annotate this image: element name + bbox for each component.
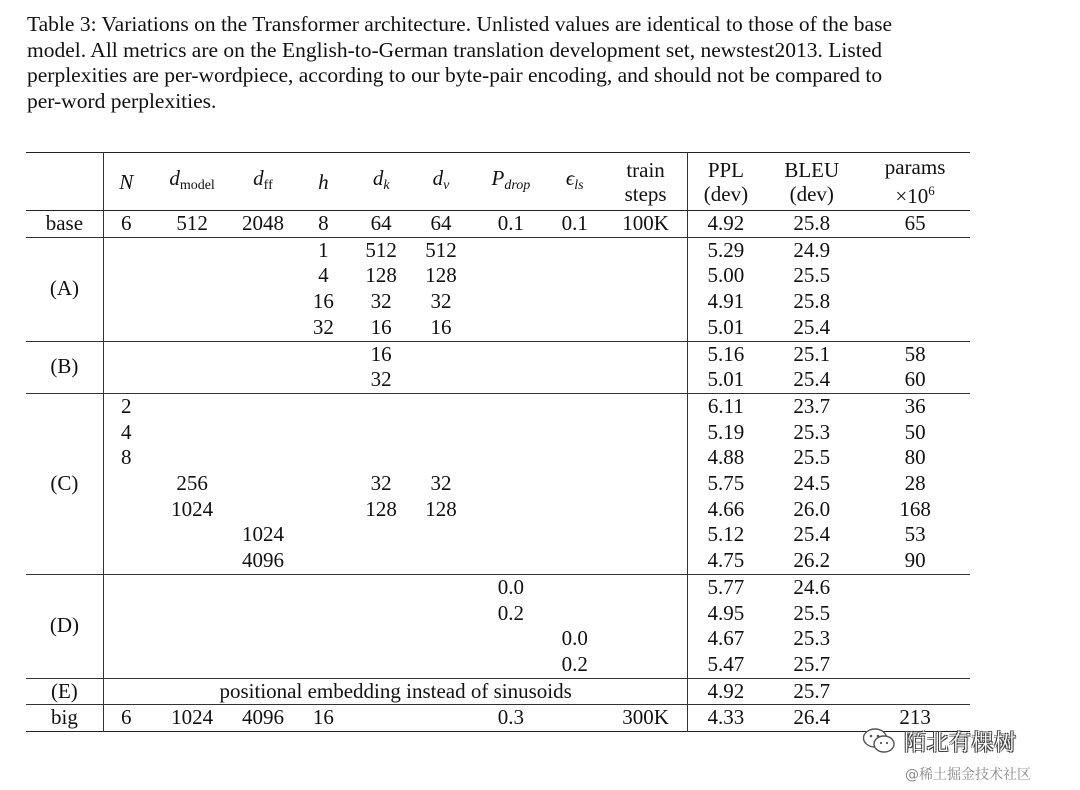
table-row: 4 5.19 25.3 50 — [120, 419, 926, 444]
table-header — [26, 153, 970, 211]
group-d — [26, 574, 970, 678]
table-row: 4 128 128 5.00 25.5 — [318, 263, 831, 288]
table-row: 16 32 32 4.91 25.8 — [312, 289, 831, 314]
group-label-e: (E) — [26, 678, 103, 705]
header-ppl: PPL (dev) — [703, 157, 749, 206]
big-bleu: 26.4 — [793, 705, 831, 730]
group-big — [26, 705, 970, 732]
header-n: N — [119, 169, 134, 194]
table-row: 0.0 4.67 25.3 — [561, 626, 831, 651]
watermark-handle: @稀土掘金技术社区 — [905, 767, 1031, 783]
group-label-d: (D) — [26, 574, 103, 678]
table-row: big 6 1024 4096 16 0.3 300K 4.33 26.4 213 — [26, 705, 970, 732]
header-train-steps: train steps — [604, 153, 688, 211]
results-table — [26, 152, 970, 732]
header-dk: dk — [372, 165, 390, 193]
group-a — [26, 237, 970, 341]
table-row: (E) positional embedding instead of sinusoids 4.92 25.7 — [26, 678, 970, 705]
table-caption — [27, 12, 1057, 114]
header-config — [26, 153, 103, 211]
header-pdrop: Pdrop — [491, 165, 531, 193]
table-row: (C) 2 6.11 23.7 36 — [26, 393, 970, 419]
header-dff: $d_{ff}$ — [253, 165, 273, 193]
table-row: base 6 512 2048 8 64 64 0.1 0.1 100K 4.92 25.8 65 — [26, 211, 970, 238]
table-row: (D) 0.0 5.77 24.6 — [26, 574, 970, 600]
header-dmodel: $d_{model}$ — [169, 165, 215, 193]
header-els: ϵls — [565, 165, 584, 193]
table-row: 0.2 4.95 25.5 — [497, 600, 831, 625]
group-e — [26, 678, 970, 705]
watermark-text: 陌北有棵树 — [904, 731, 1017, 756]
e-description: positional embedding instead of sinusoids — [103, 678, 688, 705]
caption-line-1: Table 3: Variations on the Transformer architecture. Unlisted values are identical to those of the base — [27, 12, 893, 36]
table-row: 8 4.88 25.5 80 — [120, 445, 926, 470]
table-row: 32 16 16 5.01 25.4 — [26, 315, 970, 341]
group-b — [26, 341, 970, 393]
group-label-c: (C) — [26, 393, 103, 574]
caption-line-4: per-word perplexities. — [27, 88, 217, 113]
group-base — [26, 211, 970, 238]
watermark — [862, 727, 1062, 755]
table-row: 1024 128 128 4.66 26.0 168 — [171, 496, 931, 521]
table-row: 1024 5.12 25.4 53 — [241, 522, 926, 547]
table-row: 256 32 32 5.75 24.5 28 — [176, 471, 926, 496]
caption-line-2: model. All metrics are on the English-to-German translation development set, newstest2013. Listed — [27, 37, 883, 62]
big-params: 213 — [899, 705, 931, 730]
header-bleu: BLEU (dev) — [784, 157, 840, 206]
table-row: 4096 4.75 26.2 90 — [26, 548, 970, 574]
caption-line-3: perplexities are per-wordpiece, according to our byte-pair encoding, and should not be compared to — [27, 63, 883, 87]
group-label-a: (A) — [26, 237, 103, 341]
table-row: (A) 1 512 512 5.29 24.9 — [26, 237, 970, 263]
big-ppl: 4.33 — [707, 705, 745, 730]
header-h: h — [318, 169, 329, 194]
header-dv: dv — [432, 165, 450, 193]
table-row: 0.2 5.47 25.7 — [26, 652, 970, 678]
table-row: (B) 16 5.16 25.1 58 — [26, 341, 970, 367]
group-label-b: (B) — [26, 341, 103, 393]
wechat-icon — [862, 727, 896, 755]
table-row: 32 5.01 25.4 60 — [26, 367, 970, 393]
header-params: params $\times 10^6$ — [884, 155, 946, 208]
group-c — [26, 393, 970, 574]
